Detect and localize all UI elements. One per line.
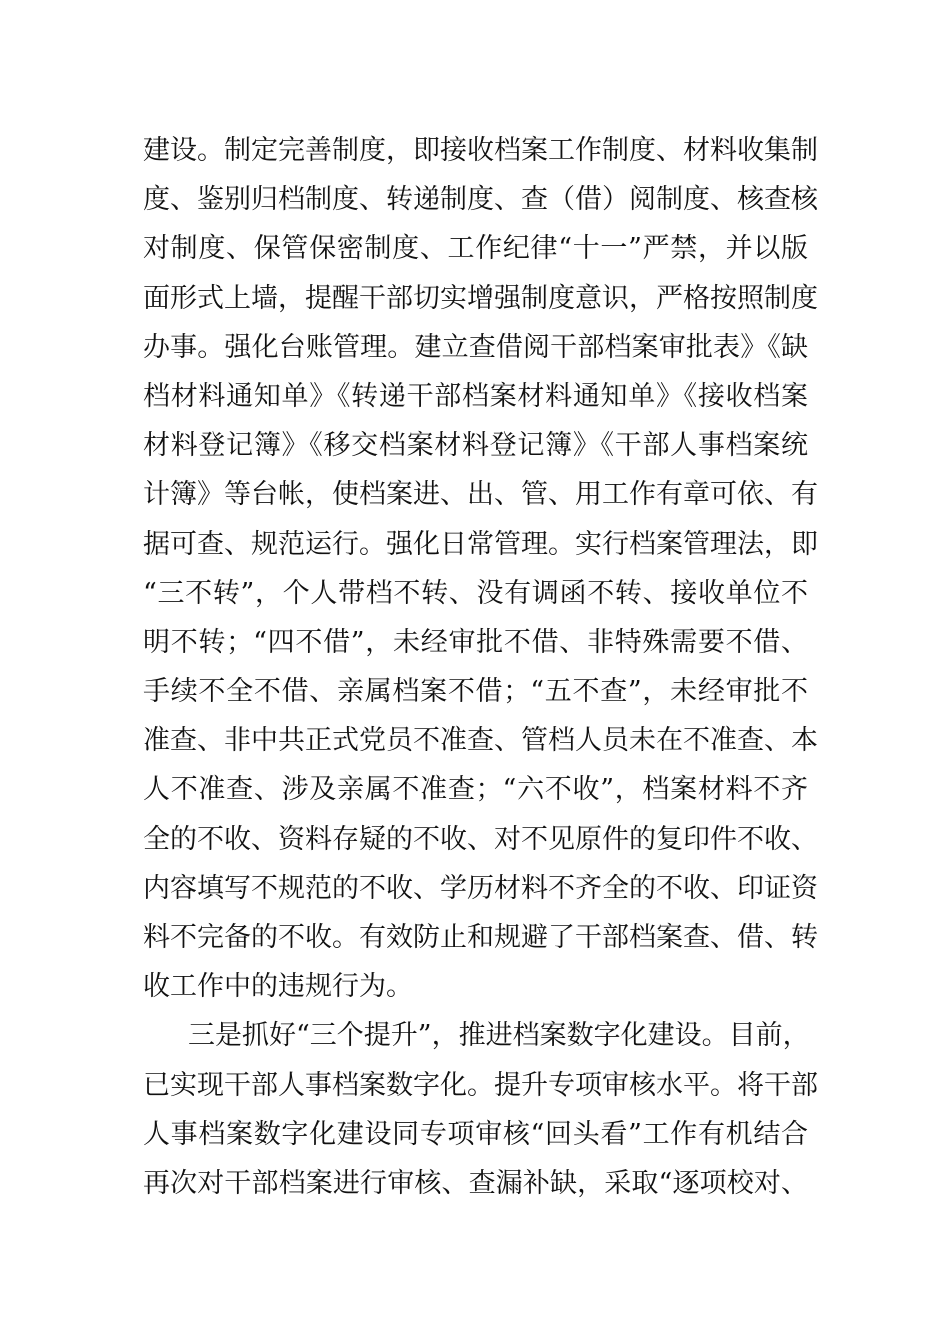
text-line: 再次对干部档案进行审核、查漏补缺，采取“逐项校对、	[143, 1167, 808, 1199]
text-line: “三不转”，个人带档不转、没有调函不转、接收单位不	[143, 577, 808, 609]
text-line: 度、鉴别归档制度、转递制度、查（借）阅制度、核查核	[143, 184, 818, 216]
text-line: 准查、非中共正式党员不准查、管档人员未在不准查、本	[143, 725, 818, 757]
paragraph-start-line: 三是抓好“三个提升”，推进档案数字化建设。目前，	[188, 1020, 810, 1052]
text-line: 办事。强化台账管理。建立查借阅干部档案审批表》《缺	[143, 331, 808, 363]
paragraph-end-line: 收工作中的违规行为。	[143, 971, 413, 1003]
text-line: 据可查、规范运行。强化日常管理。实行档案管理法，即	[143, 528, 818, 560]
text-line: 面形式上墙，提醒干部切实增强制度意识，严格按照制度	[143, 282, 818, 314]
text-line: 内容填写不规范的不收、学历材料不齐全的不收、印证资	[143, 872, 818, 904]
text-line: 建设。制定完善制度，即接收档案工作制度、材料收集制	[143, 135, 818, 166]
text-line: 人事档案数字化建设同专项审核“回头看”工作有机结合	[143, 1118, 808, 1150]
body-text	[143, 126, 818, 1208]
text-line: 手续不全不借、亲属档案不借；“五不查”，未经审批不	[143, 676, 808, 708]
text-line: 料不完备的不收。有效防止和规避了干部档案查、借、转	[143, 922, 818, 953]
text-line: 档材料通知单》《转递干部档案材料通知单》《接收档案	[143, 380, 808, 412]
text-line: 对制度、保管保密制度、工作纪律“十一”严禁，并以版	[143, 233, 808, 265]
text-line: 计簿》等台帐，使档案进、出、管、用工作有章可依、有	[143, 479, 818, 511]
text-line: 全的不收、资料存疑的不收、对不见原件的复印件不收、	[143, 823, 818, 855]
text-line: 明不转；“四不借”，未经审批不借、非特殊需要不借、	[143, 626, 808, 658]
text-line: 人不准查、涉及亲属不准查；“六不收”，档案材料不齐	[143, 774, 808, 806]
text-line: 已实现干部人事档案数字化。提升专项审核水平。将干部	[143, 1069, 818, 1101]
text-line: 材料登记簿》《移交档案材料登记簿》《干部人事档案统	[143, 430, 808, 462]
